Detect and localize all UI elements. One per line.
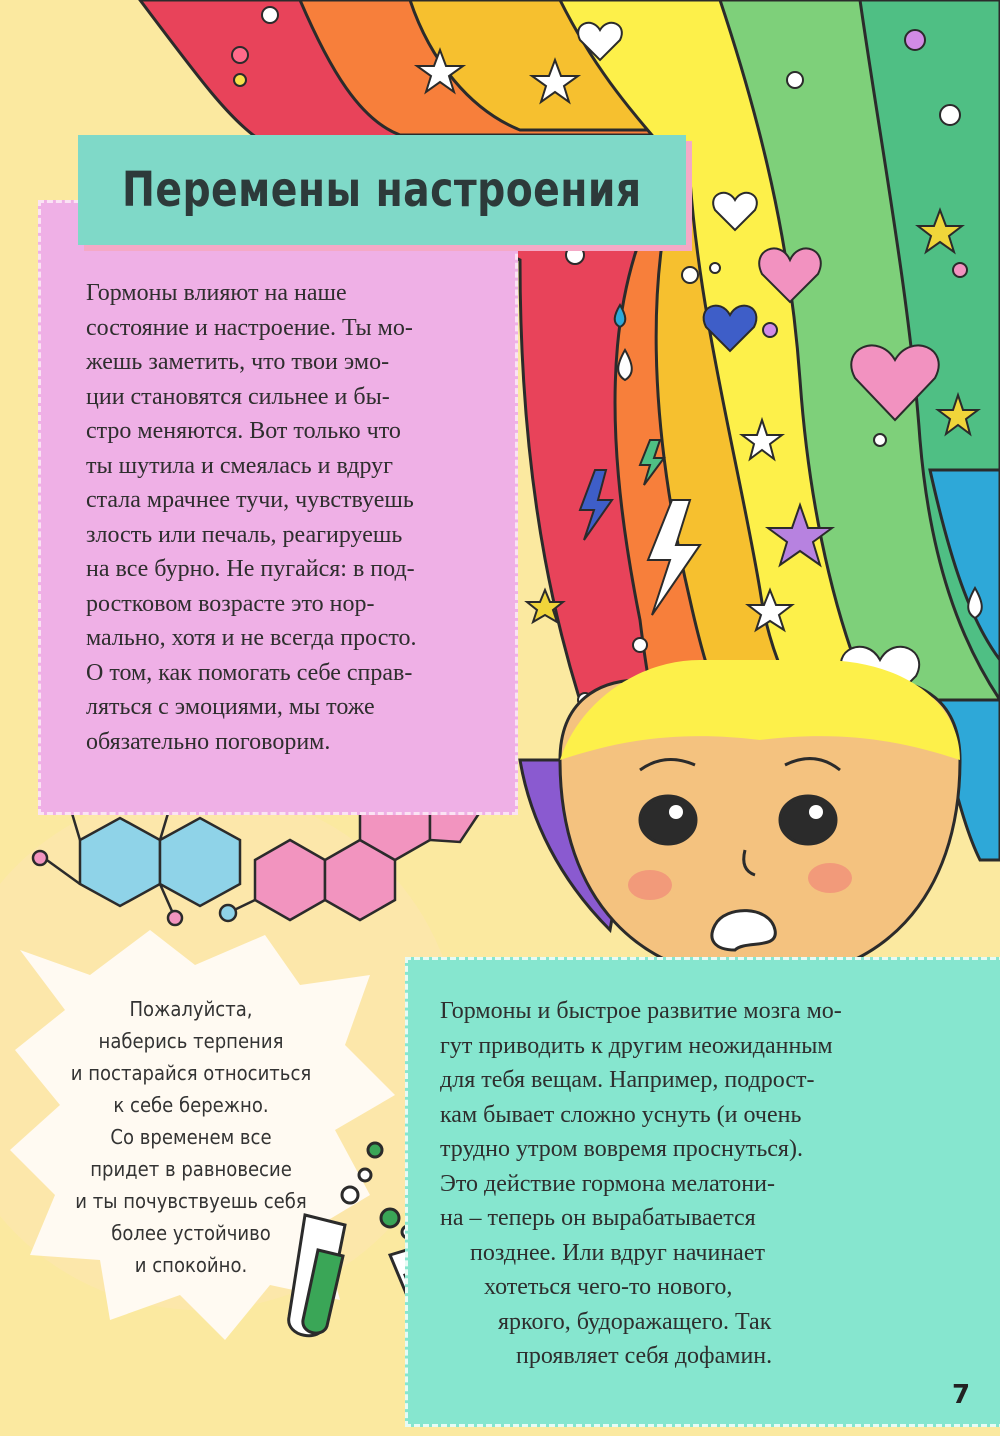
title-banner — [78, 135, 686, 245]
paragraph-line: злость или печаль, реагируешь — [86, 521, 403, 548]
paragraph-line: состояние и настроение. Ты мо- — [86, 314, 413, 341]
paragraph-line: ты шутила и смеялась и вдруг — [86, 452, 393, 479]
paragraph-line: Гормоны и быстрое развитие мозга мо- — [440, 998, 842, 1024]
paragraph-line: позднее. Или вдруг начинает — [470, 1239, 765, 1266]
paragraph-line: гут приводить к другим неожиданным — [440, 1032, 833, 1059]
note-line: и спокойно. — [134, 1253, 248, 1277]
patience-note — [65, 993, 317, 1281]
paragraph-line: на – теперь он вырабатывается — [440, 1205, 756, 1231]
hormones-mood-paragraph — [86, 276, 496, 759]
paragraph-line: ляться с эмоциями, мы тоже — [86, 694, 375, 720]
note-line: Со временем все — [110, 1125, 272, 1149]
paragraph-line: для тебя вещам. Например, подрост- — [440, 1067, 815, 1093]
paragraph-line: на все бурно. Не пугайся: в под- — [86, 556, 415, 582]
paragraph-line: ростковом возрасте это нор- — [86, 590, 375, 617]
note-line: Пожалуйста, — [129, 997, 253, 1021]
note-line: к себе бережно. — [113, 1093, 269, 1117]
page-number: 7 — [952, 1380, 971, 1410]
hormones-brain-paragraph — [440, 994, 920, 1374]
note-line: и ты почувствуешь себя — [75, 1189, 307, 1213]
note-line: наберись терпения — [98, 1029, 284, 1053]
note-line: придет в равновесие — [90, 1157, 292, 1181]
paragraph-line: жешь заметить, что твои эмо- — [86, 349, 390, 375]
paragraph-line: мально, хотя и не всегда просто. — [86, 625, 417, 651]
note-line: и постарайся относиться — [70, 1061, 312, 1085]
paragraph-line: трудно утром вовремя проснуться). — [440, 1136, 803, 1162]
page-title: Перемены настроения — [122, 162, 642, 218]
paragraph-line: Гормоны влияют на наше — [86, 280, 347, 306]
paragraph-line: О том, как помогать себе справ- — [86, 659, 413, 686]
paragraph-line: стала мрачнее тучи, чувствуешь — [86, 487, 414, 513]
note-line: более устойчиво — [111, 1221, 271, 1245]
paragraph-line: кам бывает сложно уснуть (и очень — [440, 1101, 802, 1128]
paragraph-line: хотеться чего-то нового, — [484, 1274, 733, 1300]
paragraph-line: яркого, будоражащего. Так — [498, 1308, 772, 1335]
paragraph-line: Это действие гормона мелатони- — [440, 1170, 775, 1197]
paragraph-line: проявляет себя дофамин. — [516, 1343, 773, 1369]
paragraph-line: стро меняются. Вот только что — [86, 418, 401, 444]
paragraph-line: ции становятся сильнее и бы- — [86, 383, 390, 410]
paragraph-line: обязательно поговорим. — [86, 728, 331, 755]
